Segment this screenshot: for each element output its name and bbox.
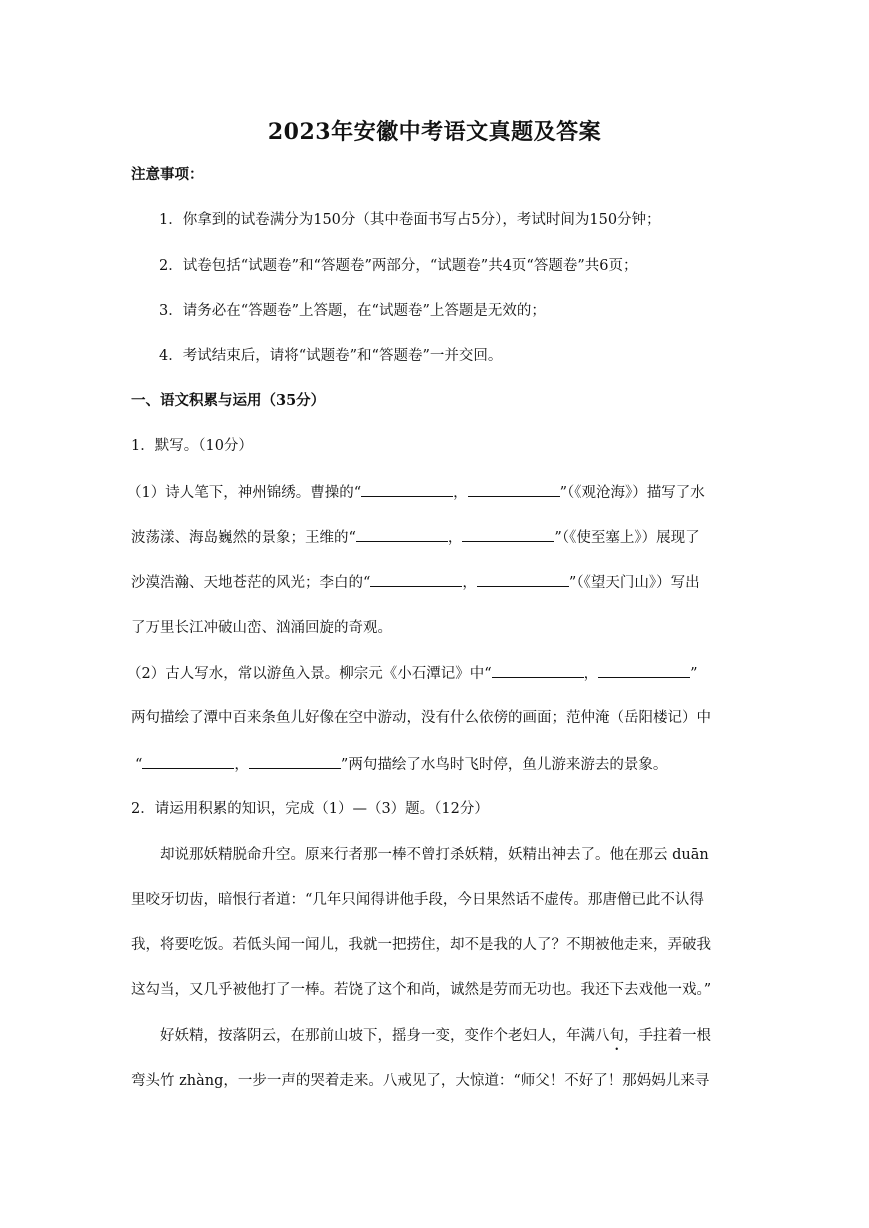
answer-blank[interactable] [462, 527, 554, 542]
notice-item-1: 1．你拿到的试卷满分为150分（其中卷面书写占5分），考试时间为150分钟； [159, 212, 661, 228]
notice-heading: 注意事项： [131, 166, 204, 183]
answer-blank[interactable] [468, 482, 560, 497]
question-2-label: 2．请运用积累的知识，完成（1）—（3）题。（12分） [131, 801, 489, 817]
passage2-line2: 弯头竹 zhàng，一步一声的哭着走来。八戒见了，大惊道：“师父！不好了！那妈妈儿来寻 [131, 1073, 710, 1089]
q1-p1-line4: 了万里长江冲破山峦、汹涌回旋的奇观。 [131, 620, 392, 636]
notice-item-2: 2．试卷包括“试题卷”和“答题卷”两部分，“试题卷”共4页“答题卷”共6页； [159, 258, 638, 274]
notice-item-3: 3．请务必在“答题卷”上答题，在“试题卷”上答题是无效的； [159, 303, 546, 319]
passage-line: 里咬牙切齿，暗恨行者道：“几年只闻得讲他手段，今日果然话不虚传。那唐僧已此不认得 [131, 892, 704, 908]
answer-blank[interactable] [598, 663, 690, 678]
section-heading: 一、语文积累与运用（35分） [131, 392, 326, 409]
question-1-label: 1．默写。（10分） [131, 438, 253, 454]
answer-blank[interactable] [361, 482, 453, 497]
q1-p1-line1: （1）诗人笔下，神州锦绣。曹操的“ ， ”（《观沧海》）描写了水 [127, 482, 737, 503]
q1-p2-line1: （2）古人写水，常以游鱼入景。柳宗元《小石潭记》中“ ， ” [127, 663, 737, 684]
page-title: 2023年安徽中考语文真题及答案 [267, 119, 602, 145]
q1-p1-line3: 沙漠浩瀚、天地苍茫的风光；李白的“ ， ”（《望天门山》）写出 [131, 572, 741, 593]
answer-blank[interactable] [356, 527, 448, 542]
passage2-line1: 好妖精，按落阴云，在那前山坡下，摇身一变，变作个老妇人，年满八旬，手拄着一根 [160, 1028, 711, 1044]
answer-blank[interactable] [370, 572, 462, 587]
answer-blank[interactable] [492, 663, 584, 678]
passage-line: 我，将要吃饭。若低头闻一闻儿，我就一把捞住，却不是我的人了？不期被他走来，弄破我 [131, 937, 711, 953]
answer-blank[interactable] [142, 754, 234, 769]
passage-line: 这勾当，又几乎被他打了一棒。若饶了这个和尚，诚然是劳而无功也。我还下去戏他一戏。” [131, 982, 712, 998]
q1-p2-line2: 两句描绘了潭中百来条鱼儿好像在空中游动，没有什么依傍的画面；范仲淹（岳阳楼记）中 [131, 710, 711, 726]
answer-blank[interactable] [249, 754, 341, 769]
q1-p1-line2: 波荡漾、海岛巍然的景象；王维的“ ， ”（《使至塞上》）展现了 [131, 527, 741, 548]
q1-p2-line3: “ ， ”两句描绘了水鸟时飞时停，鱼儿游来游去的景象。 [135, 754, 745, 775]
answer-blank[interactable] [477, 572, 569, 587]
notice-item-4: 4．考试结束后，请将“试题卷”和“答题卷”一并交回。 [159, 348, 503, 364]
emphasis-dot-char: 旬 [609, 1028, 624, 1044]
passage-line: 却说那妖精脱命升空。原来行者那一棒不曾打杀妖精，妖精出神去了。他在那云 duān [160, 847, 709, 863]
